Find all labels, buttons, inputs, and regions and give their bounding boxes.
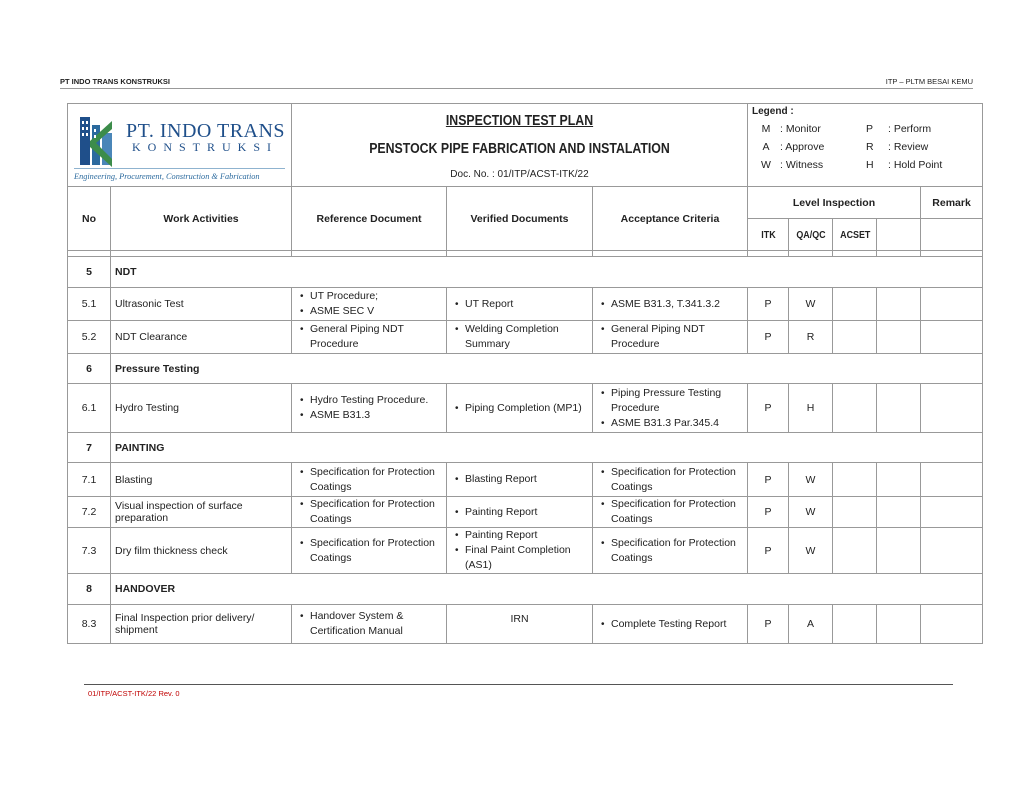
acceptance-criteria [593,288,748,321]
acceptance-criteria-list [597,465,743,495]
building-logo-icon [76,111,116,169]
acceptance-criteria [593,497,748,528]
reference-document [292,384,447,433]
verified-document [447,463,593,497]
col-header-blank [921,219,983,251]
legend-value: : Approve [780,141,825,153]
acceptance-criteria-list [597,386,743,431]
table-row [68,288,983,321]
item-number: 7.1 [68,463,111,497]
col-header-work: Work Activities [111,187,292,251]
level-acset [833,288,877,321]
doc-reference-header: ITP – PLTM BESAI KEMU [885,77,973,86]
section-number: 6 [68,354,111,384]
remark [921,463,983,497]
item-number: 5.2 [68,321,111,354]
section-row [68,433,983,463]
table-row [68,321,983,354]
level-extra [877,497,921,528]
legend-row [752,141,978,153]
document-title: INSPECTION TEST PLAN [445,112,594,129]
list-item: • General Piping NDT Procedure [310,322,442,352]
reference-document-list [296,393,442,423]
level-itk: P [748,528,789,574]
table-row [68,497,983,528]
list-item: • Welding Completion Summary [465,322,588,352]
reference-document-list [296,609,442,639]
verified-document [447,288,593,321]
legend-key: P [866,123,874,135]
verified-document-list [451,472,588,487]
work-activity: Final Inspection prior delivery/ shipment [111,605,292,644]
list-item: • Blasting Report [465,472,588,487]
level-qaqc: A [789,605,833,644]
table-row [68,384,983,433]
level-extra [877,288,921,321]
list-item: • Painting Report [465,528,588,543]
list-item: • Piping Pressure Testing Procedure [611,386,743,416]
remark [921,605,983,644]
col-header-no: No [68,187,111,251]
logo-name-line2: KONSTRUKSI [132,140,279,154]
section-row [68,257,983,288]
level-extra [877,605,921,644]
acceptance-criteria-list [597,497,743,527]
list-item: • ASME B31.3 Par.345.4 [611,416,743,431]
list-item: • ASME SEC V [310,304,442,319]
logo-name-line1: PT. INDO TRANS [126,120,286,142]
col-header-acset: ACSET [836,219,873,251]
remark [921,288,983,321]
level-qaqc: H [789,384,833,433]
work-activity: Dry film thickness check [111,528,292,574]
company-logo-cell [68,104,292,187]
verified-document: IRN [447,605,593,644]
col-header-reference: Reference Document [292,187,447,251]
title-cell [292,104,748,187]
verified-document-list [451,297,588,312]
acceptance-criteria [593,384,748,433]
level-itk: P [748,384,789,433]
table-row [68,528,983,574]
item-number: 5.1 [68,288,111,321]
level-extra [877,463,921,497]
reference-document [292,497,447,528]
verified-document [447,384,593,433]
work-activity: NDT Clearance [111,321,292,354]
reference-document-list [296,289,442,319]
reference-document-list [296,497,442,527]
verified-document-list [451,322,588,352]
list-item: • Specification for Protection Coatings [310,465,442,495]
document-number: Doc. No. : 01/ITP/ACST-ITK/22 [450,168,589,180]
list-item: • Piping Completion (MP1) [465,401,588,416]
legend-value: : Perform [888,123,932,135]
level-itk: P [748,321,789,354]
col-header-itk: ITK [751,219,786,251]
verified-document-list [451,401,588,416]
item-number: 6.1 [68,384,111,433]
legend-key: R [866,141,874,153]
verified-document-list [451,528,588,573]
verified-document-list [451,505,588,520]
reference-document-list [296,322,442,352]
level-acset [833,605,877,644]
remark [921,321,983,354]
itp-body-table [67,256,983,644]
remark [921,497,983,528]
itp-header-table [67,103,983,257]
list-item: • Specification for Protection Coatings [611,465,743,495]
section-row [68,354,983,384]
item-number: 7.2 [68,497,111,528]
company-logo [68,104,291,186]
section-title: HANDOVER [111,574,983,605]
level-itk: P [748,288,789,321]
reference-document-list [296,465,442,495]
reference-document [292,528,447,574]
logo-tagline: Engineering, Procurement, Construction & Fabrication [74,172,260,181]
section-number: 8 [68,574,111,605]
col-header-level: Level Inspection [748,187,921,219]
legend-title: Legend : [752,106,794,117]
reference-document [292,605,447,644]
col-header-acceptance: Acceptance Criteria [593,187,748,251]
section-title: NDT [111,257,983,288]
col-header-qaqc: QA/QC [792,219,829,251]
header-divider [60,88,973,89]
reference-document-list [296,536,442,566]
table-row [68,463,983,497]
col-header-blank [877,219,921,251]
item-number: 8.3 [68,605,111,644]
work-activity: Hydro Testing [111,384,292,433]
level-extra [877,321,921,354]
acceptance-criteria [593,528,748,574]
acceptance-criteria-list [597,322,743,352]
list-item: • Specification for Protection Coatings [611,497,743,527]
legend-key: H [866,159,874,171]
list-item: • Specification for Protection Coatings [310,497,442,527]
list-item: • Hydro Testing Procedure. [310,393,442,408]
remark [921,384,983,433]
list-item: • Specification for Protection Coatings [310,536,442,566]
level-itk: P [748,497,789,528]
company-header: PT INDO TRANS KONSTRUKSI [60,77,171,86]
work-activity: Ultrasonic Test [111,288,292,321]
verified-document [447,497,593,528]
list-item: • Handover System & Certification Manual [310,609,442,639]
legend-value: : Monitor [780,123,821,135]
list-item: • UT Report [465,297,588,312]
level-itk: P [748,463,789,497]
level-itk: P [748,605,789,644]
list-item: • ASME B31.3, T.341.3.2 [611,297,743,312]
list-item: • Painting Report [465,505,588,520]
level-qaqc: W [789,497,833,528]
footer-divider [84,684,953,685]
legend-key: W [761,159,771,171]
remark [921,528,983,574]
level-qaqc: W [789,463,833,497]
acceptance-criteria-list [597,536,743,566]
section-title: Pressure Testing [111,354,983,384]
reference-document [292,321,447,354]
acceptance-criteria [593,605,748,644]
legend-cell [748,104,983,187]
legend-key: A [762,141,770,153]
section-number: 7 [68,433,111,463]
level-acset [833,497,877,528]
acceptance-criteria [593,463,748,497]
logo-divider [74,168,285,169]
col-header-verified: Verified Documents [447,187,593,251]
level-acset [833,321,877,354]
level-acset [833,528,877,574]
section-row [68,574,983,605]
list-item: • Complete Testing Report [611,617,743,632]
section-title: PAINTING [111,433,983,463]
legend-row [752,123,978,135]
table-row [68,605,983,644]
verified-document [447,321,593,354]
acceptance-criteria-list [597,617,743,632]
level-qaqc: W [789,528,833,574]
work-activity: Blasting [111,463,292,497]
list-item: • Specification for Protection Coatings [611,536,743,566]
acceptance-criteria-list [597,297,743,312]
level-acset [833,384,877,433]
level-extra [877,528,921,574]
list-item: • ASME B31.3 [310,408,442,423]
list-item: • UT Procedure; [310,289,442,304]
item-number: 7.3 [68,528,111,574]
document-subtitle: PENSTOCK PIPE FABRICATION AND INSTALATION [369,140,670,157]
verified-document [447,528,593,574]
acceptance-criteria [593,321,748,354]
list-item: • Final Paint Completion (AS1) [465,543,588,573]
reference-document [292,463,447,497]
work-activity: Visual inspection of surface preparation [111,497,292,528]
list-item: • General Piping NDT Procedure [611,322,743,352]
section-number: 5 [68,257,111,288]
level-qaqc: R [789,321,833,354]
reference-document [292,288,447,321]
level-extra [877,384,921,433]
legend-value: : Review [888,141,929,153]
legend-key: M [761,123,771,135]
col-header-remark: Remark [921,187,983,219]
legend-value: : Witness [780,159,824,171]
level-qaqc: W [789,288,833,321]
legend-value: : Hold Point [888,159,943,171]
footer-doc-revision: 01/ITP/ACST-ITK/22 Rev. 0 [88,689,180,698]
level-acset [833,463,877,497]
legend-row [752,159,978,171]
